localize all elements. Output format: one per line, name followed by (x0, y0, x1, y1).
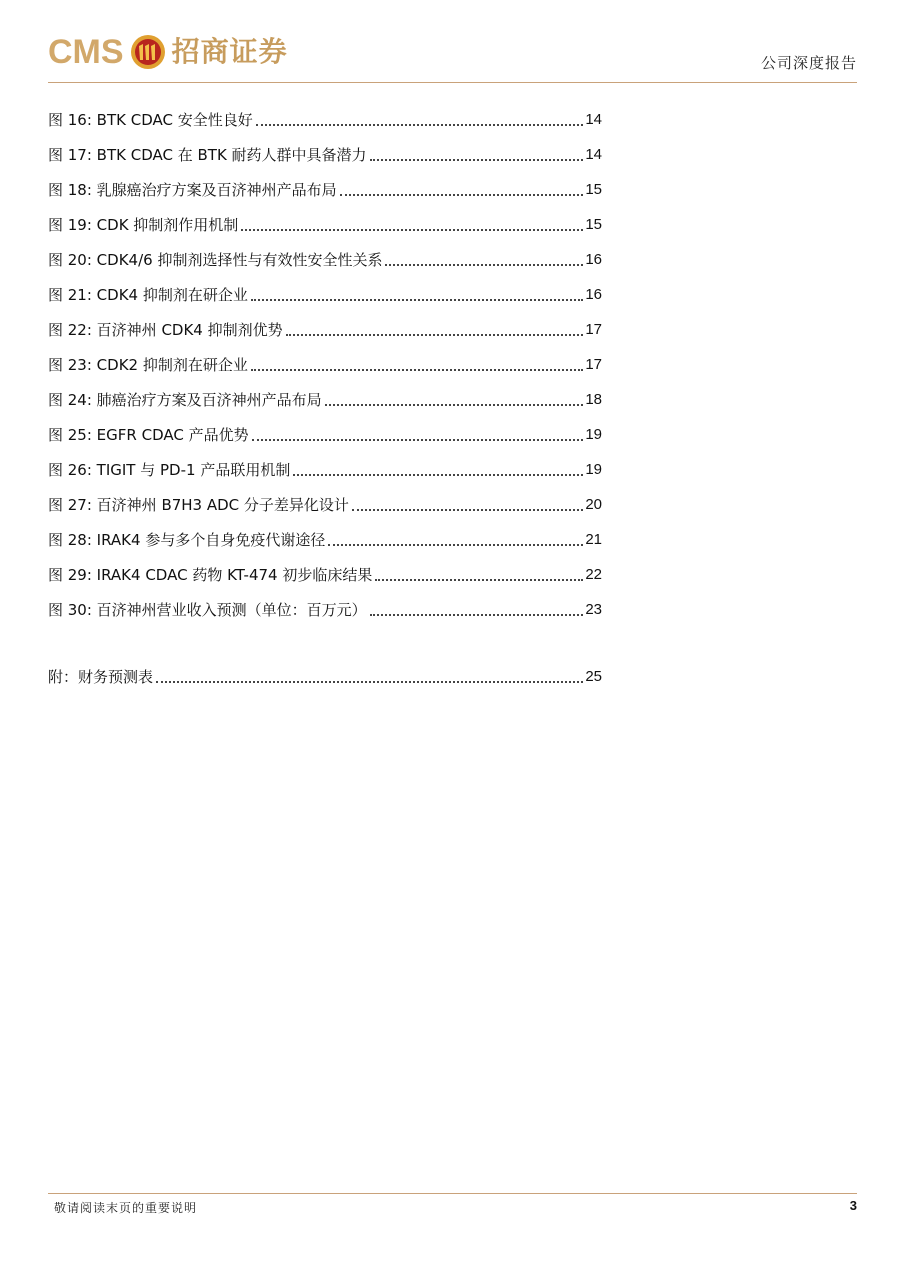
logo-cms-text: CMS (48, 33, 124, 71)
toc-entry-page: 15 (585, 216, 602, 233)
toc-entry-label: 图 23: CDK2 抑制剂在研企业 (48, 356, 248, 374)
table-of-contents (48, 96, 602, 688)
toc-entry[interactable] (48, 131, 602, 166)
footer-disclaimer: 敬请阅读末页的重要说明 (54, 1201, 198, 1215)
toc-dot-leader (156, 681, 583, 683)
page-header (48, 28, 857, 83)
toc-entry[interactable] (48, 341, 602, 376)
toc-entry-page: 18 (585, 391, 602, 408)
toc-dot-leader (251, 369, 583, 371)
toc-entry-label: 图 24: 肺癌治疗方案及百济神州产品布局 (48, 391, 322, 409)
toc-entry-label: 附：财务预测表 (48, 668, 154, 686)
toc-entry-appendix[interactable] (48, 653, 602, 688)
toc-entry-page: 21 (585, 531, 602, 548)
toc-entry-page: 15 (585, 181, 602, 198)
toc-entry-page: 16 (585, 251, 602, 268)
toc-dot-leader (340, 194, 584, 196)
toc-entry[interactable] (48, 236, 602, 271)
toc-entry-label: 图 19: CDK 抑制剂作用机制 (48, 216, 239, 234)
toc-entry-page: 17 (585, 321, 602, 338)
toc-entry[interactable] (48, 481, 602, 516)
toc-entry[interactable] (48, 376, 602, 411)
toc-dot-leader (352, 509, 583, 511)
company-logo (48, 32, 288, 72)
toc-entry-page: 14 (585, 111, 602, 128)
toc-entry-page: 23 (585, 601, 602, 618)
toc-entry-label: 图 25: EGFR CDAC 产品优势 (48, 426, 249, 444)
toc-dot-leader (370, 159, 584, 161)
toc-entry-label: 图 16: BTK CDAC 安全性良好 (48, 111, 253, 129)
toc-entry-label: 图 21: CDK4 抑制剂在研企业 (48, 286, 248, 304)
toc-entry[interactable] (48, 96, 602, 131)
toc-entry-label: 图 29: IRAK4 CDAC 药物 KT-474 初步临床结果 (48, 566, 373, 584)
toc-entry-label: 图 27: 百济神州 B7H3 ADC 分子差异化设计 (48, 496, 349, 514)
page-number: 3 (849, 1198, 857, 1213)
toc-entry-label: 图 26: TIGIT 与 PD-1 产品联用机制 (48, 461, 291, 479)
toc-entry-page: 14 (585, 146, 602, 163)
toc-entry-label: 图 18: 乳腺癌治疗方案及百济神州产品布局 (48, 181, 337, 199)
toc-entry[interactable] (48, 166, 602, 201)
toc-entry-page: 25 (585, 668, 602, 685)
toc-entry-page: 16 (585, 286, 602, 303)
toc-entry-label: 图 20: CDK4/6 抑制剂选择性与有效性安全性关系 (48, 251, 383, 269)
toc-dot-leader (375, 579, 583, 581)
toc-dot-leader (252, 439, 584, 441)
logo-emblem-icon (130, 34, 166, 70)
toc-entry-page: 20 (585, 496, 602, 513)
toc-entry[interactable] (48, 586, 602, 621)
toc-dot-leader (241, 229, 583, 231)
toc-dot-leader (325, 404, 584, 406)
toc-entry[interactable] (48, 411, 602, 446)
toc-entry-page: 17 (585, 356, 602, 373)
report-type: 公司深度报告 (760, 54, 857, 72)
toc-entry-label: 图 22: 百济神州 CDK4 抑制剂优势 (48, 321, 283, 339)
toc-dot-leader (256, 124, 584, 126)
toc-spacer (48, 621, 602, 653)
toc-entry[interactable] (48, 516, 602, 551)
toc-dot-leader (286, 334, 584, 336)
toc-entry-label: 图 30: 百济神州营业收入预测（单位：百万元） (48, 601, 367, 619)
toc-entry[interactable] (48, 306, 602, 341)
logo-chinese-text: 招商证券 (171, 35, 288, 68)
toc-entry-page: 19 (585, 461, 602, 478)
toc-dot-leader (370, 614, 584, 616)
toc-dot-leader (293, 474, 583, 476)
toc-entry-page: 22 (585, 566, 602, 583)
toc-entry[interactable] (48, 201, 602, 236)
toc-entry-page: 19 (585, 426, 602, 443)
toc-dot-leader (385, 264, 583, 266)
toc-entry[interactable] (48, 551, 602, 586)
toc-dot-leader (251, 299, 583, 301)
toc-dot-leader (328, 544, 583, 546)
toc-entry-label: 图 28: IRAK4 参与多个自身免疫代谢途径 (48, 531, 326, 549)
page-footer (48, 1193, 857, 1220)
toc-entry[interactable] (48, 446, 602, 481)
toc-entry-label: 图 17: BTK CDAC 在 BTK 耐药人群中具备潜力 (48, 146, 367, 164)
toc-entry[interactable] (48, 271, 602, 306)
